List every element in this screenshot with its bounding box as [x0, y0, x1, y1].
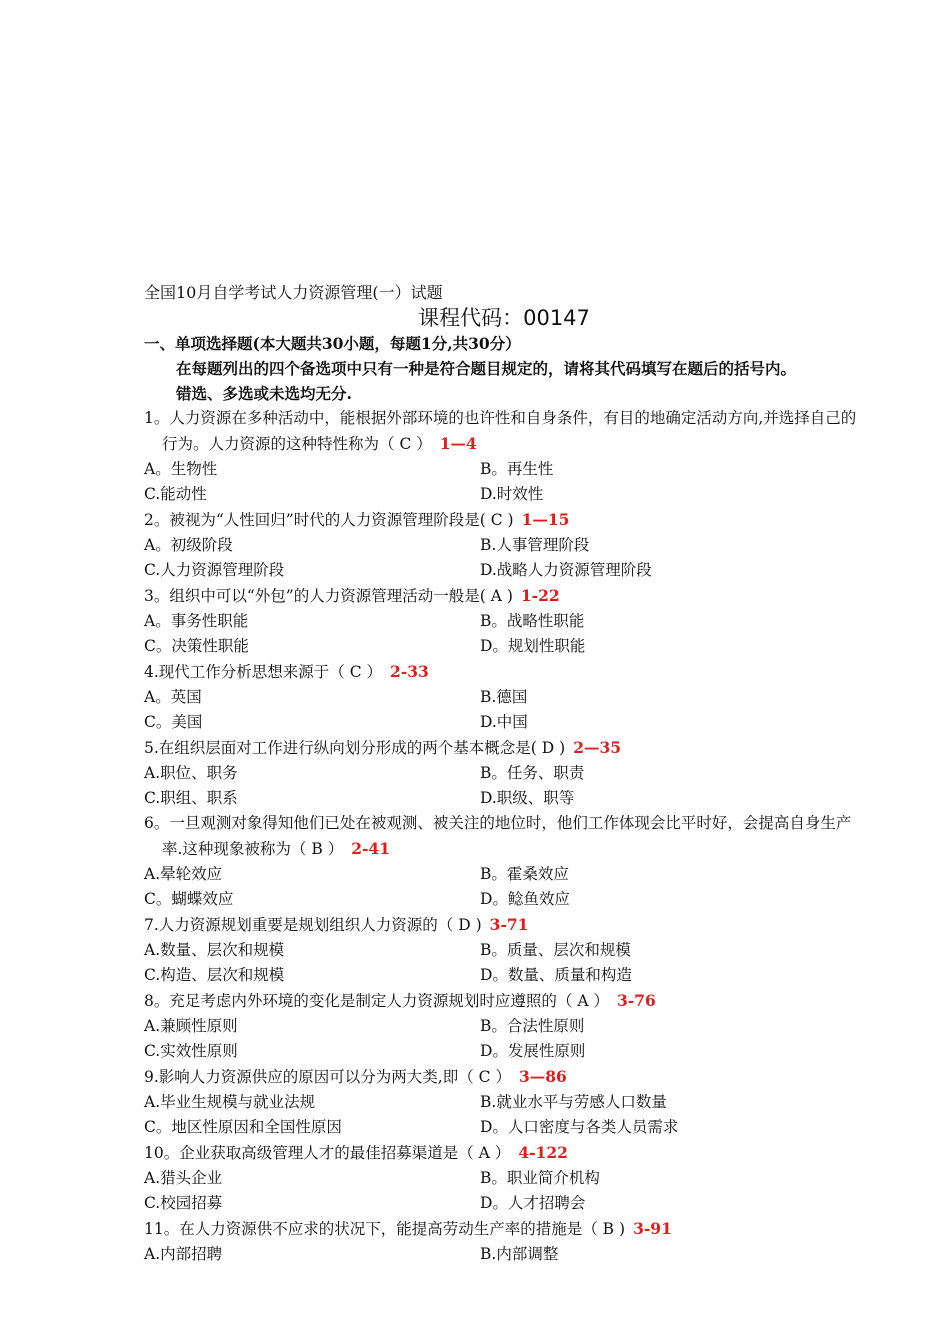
answer-option: D。人才招聘会 [480, 1194, 586, 1212]
question-item [144, 912, 864, 988]
page-reference: 2—35 [573, 738, 622, 757]
instruction-line-2: 错选、多选或未选均无分. [176, 384, 352, 403]
question-list [144, 406, 864, 1267]
page-reference: 3-76 [616, 991, 656, 1010]
answer-option: A。初级阶段 [144, 536, 233, 554]
option-row [144, 457, 864, 482]
question-item [144, 583, 864, 659]
document-title: 全国10月自学考试人力资源管理(一）试题 [144, 283, 443, 302]
answer-letter: B [602, 1220, 619, 1238]
answer-option: C。美国 [144, 713, 203, 731]
page-reference: 3-71 [489, 915, 529, 934]
question-stem [144, 1216, 864, 1242]
question-stem [144, 735, 864, 761]
answer-option: D.职级、职等 [480, 789, 575, 807]
answer-option: C.职组、职系 [144, 789, 238, 807]
option-row [144, 558, 864, 583]
answer-option: A。生物性 [144, 460, 218, 478]
answer-option: B。霍桑效应 [480, 865, 569, 883]
page-reference: 1—4 [439, 434, 477, 453]
answer-option: C.能动性 [144, 485, 207, 503]
answer-bracket-close: ) [559, 739, 566, 757]
answer-option: A.晕轮效应 [144, 865, 223, 883]
option-row [144, 963, 864, 988]
option-row [144, 685, 864, 710]
section-heading: 一、单项选择题(本大题共30小题，每题1分,共30分） [144, 334, 521, 353]
answer-option: D。数量、质量和构造 [480, 966, 632, 984]
question-stem [144, 811, 864, 862]
option-row [144, 786, 864, 811]
question-stem [144, 1064, 864, 1090]
option-row [144, 482, 864, 507]
answer-letter: C [490, 511, 508, 529]
option-row [144, 1039, 864, 1064]
answer-option: B。职业简介机构 [480, 1169, 600, 1187]
option-row [144, 862, 864, 887]
question-stem [144, 583, 864, 609]
answer-letter: D [458, 916, 476, 934]
question-item [144, 507, 864, 583]
question-stem [144, 912, 864, 938]
option-row [144, 761, 864, 786]
answer-letter: A [478, 1144, 495, 1162]
answer-letter: A [577, 992, 594, 1010]
answer-bracket-close: ） [494, 1144, 511, 1162]
question-item [144, 659, 864, 735]
page-reference: 1—15 [521, 510, 570, 529]
answer-option: B.德国 [480, 688, 528, 706]
option-row [144, 1191, 864, 1216]
answer-bracket-close: ) [475, 916, 482, 934]
answer-bracket-close: ) [507, 511, 514, 529]
answer-bracket-close: ） [416, 435, 432, 453]
answer-letter: C [478, 1068, 496, 1086]
question-item [144, 1140, 864, 1216]
question-text: 1。人力资源在多种活动中，能根据外部环境的也许性和自身条件，有目的地确定活动方向,并选择自己的行为。人力资源的这种特性称为（ [144, 409, 857, 453]
page-reference: 3-91 [633, 1219, 672, 1238]
answer-bracket-close: ） [366, 663, 383, 681]
question-text: 11。在人力资源供不应求的状况下，能提高劳动生产率的措施是（ [144, 1220, 598, 1238]
question-text: 6。一旦观测对象得知他们已处在被观测、被关注的地位时，他们工作体现会比平时好，会提高自身生产率.这种现象被称为（ [144, 814, 852, 858]
answer-bracket-close: ) [619, 1220, 626, 1238]
question-text: 7.人力资源规划重要是规划组织人力资源的（ [144, 916, 454, 934]
answer-option: C。蝴蝶效应 [144, 890, 234, 908]
answer-option: A.数量、层次和规模 [144, 941, 285, 959]
page-reference: 2-41 [351, 839, 391, 858]
answer-option: C.实效性原则 [144, 1042, 238, 1060]
answer-option: B.就业水平与劳感人口数量 [480, 1093, 667, 1111]
option-row [144, 609, 864, 634]
answer-option: A.内部招聘 [144, 1245, 223, 1263]
answer-option: B。战略性职能 [480, 612, 585, 630]
page-reference: 4-122 [518, 1143, 568, 1162]
question-item [144, 811, 864, 912]
answer-option: D.战略人力资源管理阶段 [480, 561, 652, 579]
course-code: 课程代码：00147 [418, 306, 590, 330]
answer-option: B。任务、职责 [480, 764, 585, 782]
question-stem [144, 988, 864, 1014]
option-row [144, 634, 864, 659]
option-row [144, 887, 864, 912]
question-item [144, 735, 864, 811]
question-stem [144, 659, 864, 685]
option-row [144, 938, 864, 963]
question-stem [144, 406, 864, 457]
question-text: 3。组织中可以“外包”的人力资源管理活动一般是( [144, 587, 486, 605]
question-text: 8。充足考虑内外环境的变化是制定人力资源规划时应遵照的（ [144, 992, 573, 1010]
question-item [144, 1064, 864, 1140]
answer-option: D。人口密度与各类人员需求 [480, 1118, 679, 1136]
exam-page [144, 282, 864, 1267]
answer-bracket-close: ） [495, 1068, 511, 1086]
answer-option: D.时效性 [480, 485, 544, 503]
answer-letter: C [349, 663, 367, 681]
answer-option: D。发展性原则 [480, 1042, 586, 1060]
page-reference: 1-22 [520, 586, 560, 605]
answer-option: C。地区性原因和全国性原因 [144, 1118, 342, 1136]
question-item [144, 406, 864, 507]
answer-letter: B [311, 840, 328, 858]
answer-bracket-close: ） [327, 840, 344, 858]
answer-letter: C [399, 435, 417, 453]
question-stem [144, 1140, 864, 1166]
answer-option: B。质量、层次和规模 [480, 941, 631, 959]
answer-option: A.毕业生规模与就业法规 [144, 1093, 316, 1111]
answer-option: C.构造、层次和规模 [144, 966, 285, 984]
question-text: 5.在组织层面对工作进行纵向划分形成的两个基本概念是( [144, 739, 537, 757]
answer-option: C.人力资源管理阶段 [144, 561, 285, 579]
answer-letter: A [490, 587, 507, 605]
page-reference: 3—86 [518, 1067, 567, 1086]
answer-letter: D [541, 739, 560, 757]
option-row [144, 1166, 864, 1191]
answer-option: A。英国 [144, 688, 202, 706]
answer-option: D.中国 [480, 713, 528, 731]
option-row [144, 533, 864, 558]
answer-option: B。合法性原则 [480, 1017, 585, 1035]
answer-option: B.人事管理阶段 [480, 536, 590, 554]
option-row [144, 1090, 864, 1115]
answer-bracket-close: ） [593, 992, 609, 1010]
question-stem [144, 507, 864, 533]
question-text: 2。被视为“人性回归”时代的人力资源管理阶段是( [144, 511, 486, 529]
question-item [144, 1216, 864, 1267]
question-text: 10。企业获取高级管理人才的最佳招募渠道是（ [144, 1144, 474, 1162]
answer-option: D。规划性职能 [480, 637, 586, 655]
answer-option: B。再生性 [480, 460, 554, 478]
answer-bracket-close: ) [506, 587, 513, 605]
answer-option: B.内部调整 [480, 1245, 559, 1263]
option-row [144, 1115, 864, 1140]
option-row [144, 1014, 864, 1039]
page-reference: 2-33 [390, 662, 429, 681]
option-row [144, 710, 864, 735]
answer-option: C.校园招募 [144, 1194, 223, 1212]
question-text: 9.影响人力资源供应的原因可以分为两大类,即（ [144, 1068, 474, 1086]
answer-option: A.猎头企业 [144, 1169, 223, 1187]
answer-option: A.兼顾性原则 [144, 1017, 238, 1035]
answer-option: C。决策性职能 [144, 637, 249, 655]
question-item [144, 988, 864, 1064]
answer-option: A。事务性职能 [144, 612, 249, 630]
question-text: 4.现代工作分析思想来源于（ [144, 663, 345, 681]
instruction-line-1: 在每题列出的四个备选项中只有一种是符合题目规定的，请将其代码填写在题后的括号内。 [176, 359, 797, 378]
answer-option: D。鲶鱼效应 [480, 890, 570, 908]
option-row [144, 1242, 864, 1267]
answer-option: A.职位、职务 [144, 764, 238, 782]
